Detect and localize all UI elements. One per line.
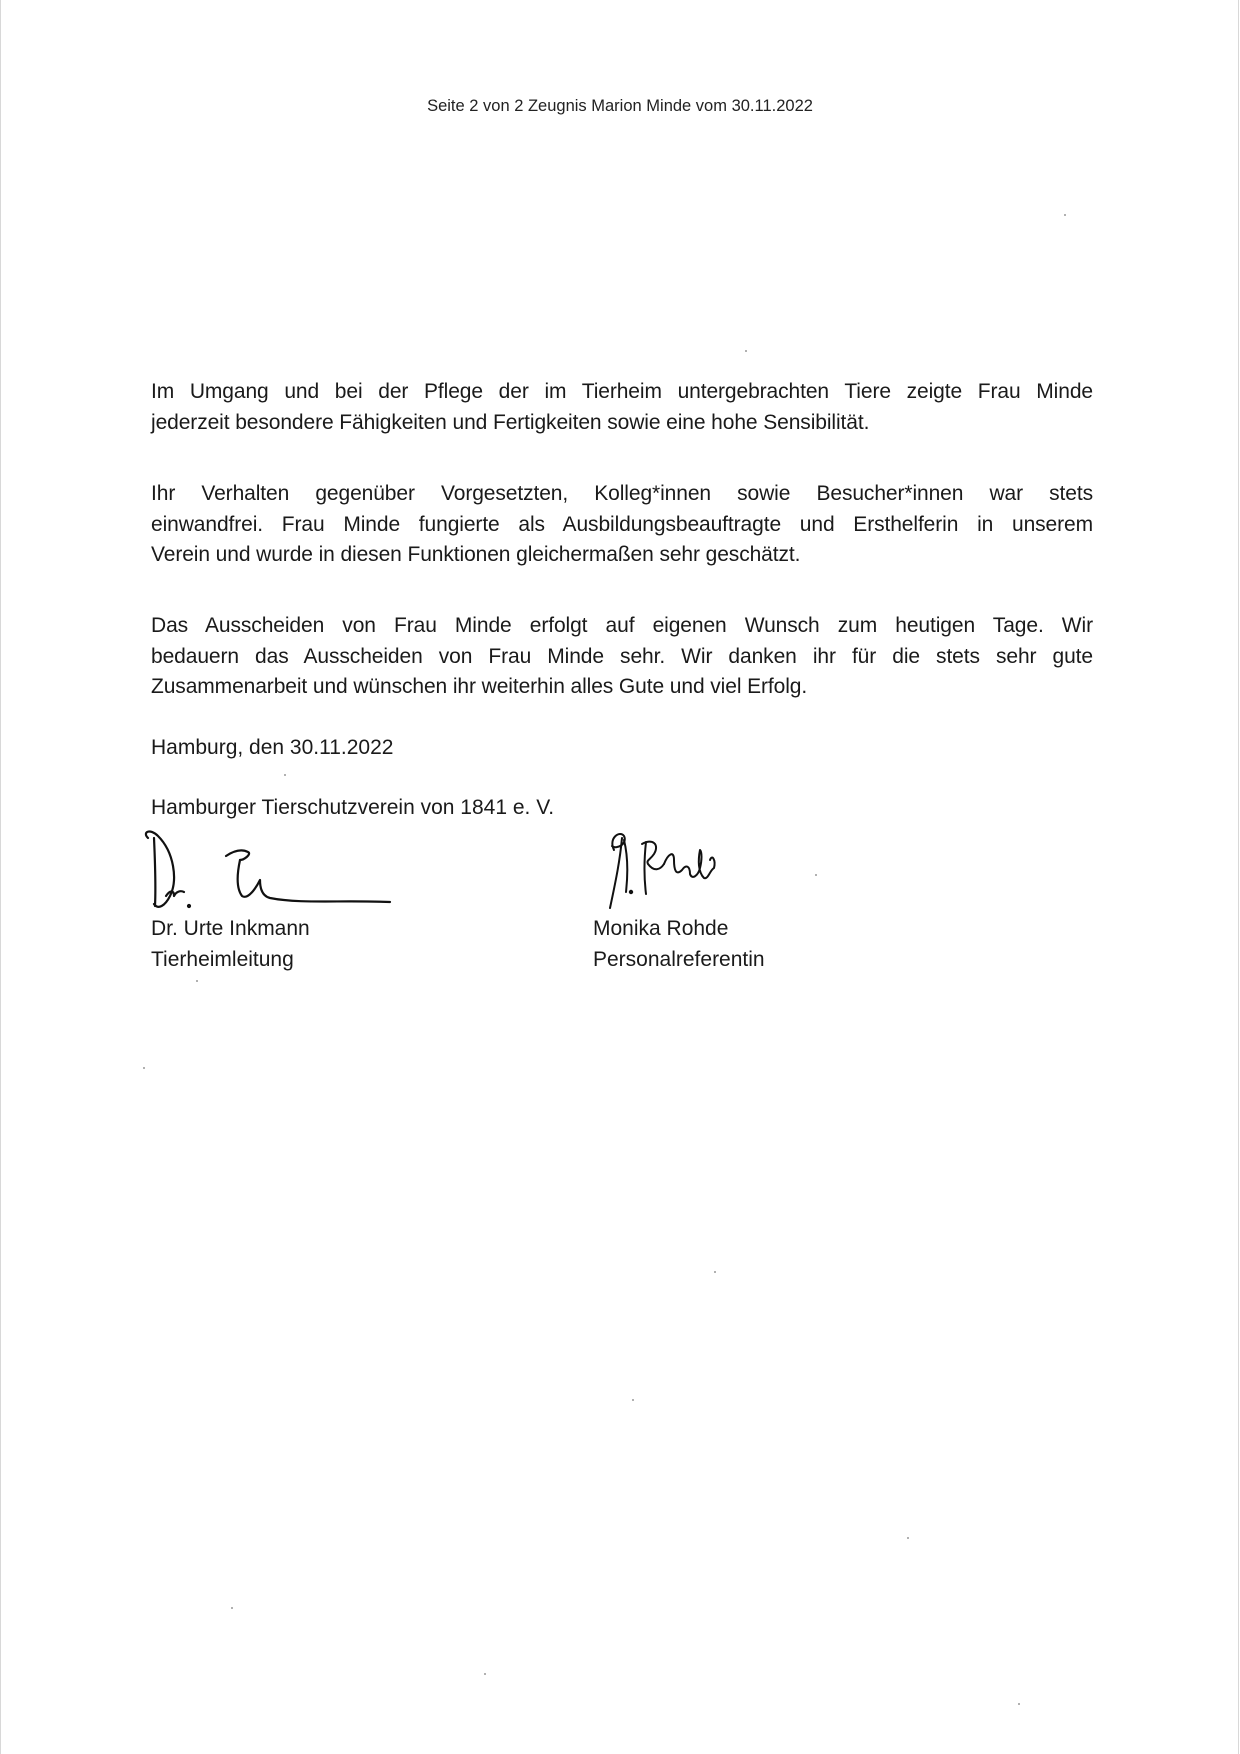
scan-speck [231, 1607, 233, 1609]
signature-rohde [598, 830, 748, 915]
scan-speck [714, 1271, 716, 1273]
place-date: Hamburg, den 30.11.2022 [151, 736, 394, 759]
signatory-role: Personalreferentin [593, 948, 765, 971]
scan-speck [745, 350, 747, 352]
paragraph-line: Das Ausscheiden von Frau Minde erfolgt auf eigenen Wunsch zum heutigen Tage. Wir [151, 614, 1093, 637]
organization-name: Hamburger Tierschutzverein von 1841 e. V. [151, 796, 555, 819]
scan-speck [1064, 214, 1066, 216]
signatory-role: Tierheimleitung [151, 948, 294, 971]
scan-speck [484, 1673, 486, 1675]
paragraph-line: Ihr Verhalten gegenüber Vorgesetzten, Kolleg*innen sowie Besucher*innen war stets [151, 482, 1093, 505]
scan-speck [196, 980, 198, 982]
page-header: Seite 2 von 2 Zeugnis Marion Minde vom 30.11.2022 [427, 97, 813, 115]
scan-speck [632, 1399, 634, 1401]
signature-inkmann [140, 830, 400, 915]
scan-speck [143, 1067, 145, 1069]
paragraph-line: Im Umgang und bei der Pflege der im Tierheim untergebrachten Tiere zeigte Frau Minde [151, 380, 1093, 403]
paragraph-line: jederzeit besondere Fähigkeiten und Fertigkeiten sowie eine hohe Sensibilität. [151, 410, 870, 434]
signatory-name: Monika Rohde [593, 917, 729, 940]
paragraph-conduct [151, 479, 1093, 571]
scan-edge-right [1238, 0, 1239, 1754]
paragraph-line: Verein und wurde in diesen Funktionen gleichermaßen sehr geschätzt. [151, 543, 801, 566]
paragraph-line: einwandfrei. Frau Minde fungierte als Ausbildungsbeauftragte und Ersthelferin in unserem [151, 512, 1093, 536]
scan-edge-left [0, 0, 1, 1754]
scan-speck [284, 774, 286, 776]
paragraph-departure [151, 611, 1093, 703]
paragraph-line: Zusammenarbeit und wünschen ihr weiterhin alles Gute und viel Erfolg. [151, 675, 808, 698]
scan-speck [1018, 1703, 1020, 1705]
scan-speck [907, 1537, 909, 1539]
scan-speck [815, 874, 817, 876]
paragraph-animal-care [151, 377, 1093, 438]
paragraph-line: bedauern das Ausscheiden von Frau Minde sehr. Wir danken ihr für die stets sehr gute [151, 644, 1093, 668]
signatory-name: Dr. Urte Inkmann [151, 917, 310, 940]
